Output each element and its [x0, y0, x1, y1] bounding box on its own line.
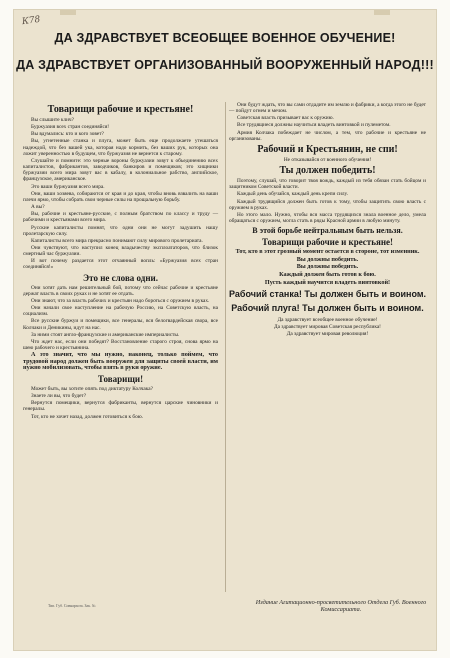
paragraph: Может быть, вы хотите опять под диктатуру Колчака? [31, 385, 153, 392]
paragraph: Буржуазия всех стран соединяйся! [31, 124, 110, 131]
section-heading: Товарищи рабочие и крестьяне! [47, 104, 194, 115]
paragraph: Слушайте и помните: это черные вороны буржуазии зовут к объединению всех капиталистов, фабрикантов, заводчиков, банкиров и помещиков; это хищники буржуазии всего мира зовут вас в кабалу, в колониальное рабство, английское, французское, американское. [23, 157, 218, 183]
paragraph: За ними стоят англо-французские и американские империалисты. [31, 331, 180, 338]
publisher-credit: Издание Агитационно-просветительного Отдела Губ. Военного Комиссариата. [255, 599, 427, 613]
handwritten-mark: К78 [21, 14, 42, 28]
tagline: Не отказывайся от военного обучения! [283, 156, 372, 163]
section-heading: Рабочий и Крестьянин, не спи! [257, 143, 398, 155]
section-heading: Товарищи рабочие и крестьяне! [261, 237, 394, 248]
closing-line: Да здравствует всеобщее военное обучение! [277, 317, 378, 324]
headline-primary: ДА ЗДРАВСТВУЕТ ВСЕОБЩЕЕ ВОЕННОЕ ОБУЧЕНИЕ! [54, 31, 396, 45]
paragraph: Армия Колчака побеждает не числом, а тем, что рабочие и крестьяне не организованы. [229, 129, 426, 142]
section-heading: Ты должен победить! [279, 165, 376, 177]
emphasis-line: Пусть каждый научится владеть винтовкой! [264, 278, 391, 286]
poster-sheet [14, 10, 436, 650]
right-column [229, 102, 426, 339]
section-heading: Товарищи! [97, 373, 144, 384]
paragraph: Капиталисты всего мира прекрасно понимают силу мирового пролетариата. [31, 237, 203, 244]
paragraph: Это ваши буржуазия всего мира. [31, 183, 105, 190]
paragraph: Все русские буржуи и помещики, все генералы, вся белогвардейская свора, все Колчаки и Деникины, идут на нас. [23, 318, 218, 331]
paragraph: Вы, рабочие и крестьяне-русские, с полным братством по классу и труду — рабочими и крестьянами всего мира. [23, 211, 218, 224]
paragraph: Они хотят дать нам решительный бой, потому что сейчас рабочие и крестьяне держат власть в своих руках и не хотят ее отдать. [23, 284, 218, 297]
section-heading: В этой борьбе нейтральным быть нельзя. [252, 226, 403, 236]
paragraph: Они, ваши хозяева, собираются от края и до края, чтобы вновь взвалить на ваши плечи ярмо, чтобы собрать свои черные силы на прощальную борьбу. [23, 190, 218, 203]
paragraph: Но этого мало. Нужно, чтобы вся масса трудящихся знала военное дело, умела обращаться с оружием, могла стать в ряды Красной армии в любую минуту. [229, 211, 426, 225]
paragraph: И вот почему раздается этот отчаянный вопль: «Буржуазия всех стран соединяйся!» [23, 258, 218, 271]
emphasis-line: Каждый должен быть готов к бою. [279, 270, 376, 278]
paragraph: Тот, кто не хочет назад, должен готовиться к бою. [31, 413, 144, 420]
paragraph: Что ждет нас, если они победят? Восстановление старого строя, снова ярмо на шею рабочего и крестьянина. [23, 338, 218, 351]
closing-line: Да здравствует мировая Советская республика! [274, 324, 381, 331]
paragraph: Вы, угнетенные станка и плуга, может быть еще продолжаете утешаться надеждой, что без вашей ука, которая надо кормить, без ваших рук, которых она ложит уверенностью в будущем, что буржуазия не вернется к старому. [23, 138, 218, 157]
paragraph: Знаете ли вы, что будет? [31, 393, 87, 400]
paragraph: Русские капиталисты помнят, что одни они не могут задушить нашу пролетарскую силу. [23, 224, 218, 237]
paragraph: Вернутся помещики, вернутся фабриканты, вернутся царские чиновники и генералы. [23, 400, 218, 413]
paragraph: Советская власть призывает вас к оружию. [237, 115, 334, 122]
column-divider [225, 102, 226, 592]
left-column [23, 102, 218, 421]
emphasis-paragraph: А это значит, что мы нужно, наконец, только поймем, что трудовой народ должен быть вооружен для защиты своей власти, им нужно мобилизовать, чтобы взять в руки оружие. [23, 351, 218, 372]
emphasis-line: Вы должны победить. [296, 255, 359, 263]
emphasis-line: Вы должны победить. [296, 263, 359, 271]
section-heading: Это не слова одни. [83, 272, 158, 283]
emphasis-line: Тот, кто в этот грозный момент остается в стороне, тот изменник. [235, 248, 420, 256]
paragraph: Каждый день обучайся, каждый день крепи силу. [237, 191, 348, 198]
tape-strip [60, 10, 76, 15]
paragraph: А вы? [31, 204, 45, 211]
headline-secondary: ДА ЗДРАВСТВУЕТ ОРГАНИЗОВАННЫЙ ВООРУЖЕННЫЙ НАРОД!!! [16, 58, 434, 72]
paragraph: Они начали свое наступление на рабочую Россию, на Советскую власть, на социализм. [23, 305, 218, 318]
paragraph: Поэтому, слушай, что говорит твоя вождь, каждый из тебя обязан стать бойцом и защитником Советской власти. [229, 178, 426, 191]
paragraph: Они знают, что за власть рабочих и крестьян надо бороться с оружием в руках. [31, 297, 210, 304]
paragraph: Они будут ждать, что вы сами отдадите им землю и фабрики, а когда этого не будет — пойдут огнем и мечом. [229, 102, 426, 115]
slogan: Рабочий станка! Ты должен быть и воином. [229, 289, 426, 300]
printer-imprint: Тип. Губ. Совнархоза. Зак. № [48, 604, 96, 608]
tape-strip [374, 10, 390, 15]
slogan: Рабочий плуга! Ты должен быть и воином. [231, 303, 424, 314]
paragraph: Вы слышите клич? [31, 117, 74, 123]
paragraph: Каждый трудящийся должен быть готов к тому, чтобы защитить свою власть с оружием в руках. [229, 198, 426, 211]
paragraph: Они чувствуют, что наступил конец владычеству эксплоататоров, что близок смертный час буржуазии. [23, 244, 218, 258]
paragraph: Вы вдумались: кто и кого зовет? [31, 131, 104, 138]
paragraph: Все трудящиеся должны научиться владеть винтовкой и пулеметом. [237, 122, 391, 129]
closing-line: Да здравствует мировая революция! [286, 331, 369, 338]
